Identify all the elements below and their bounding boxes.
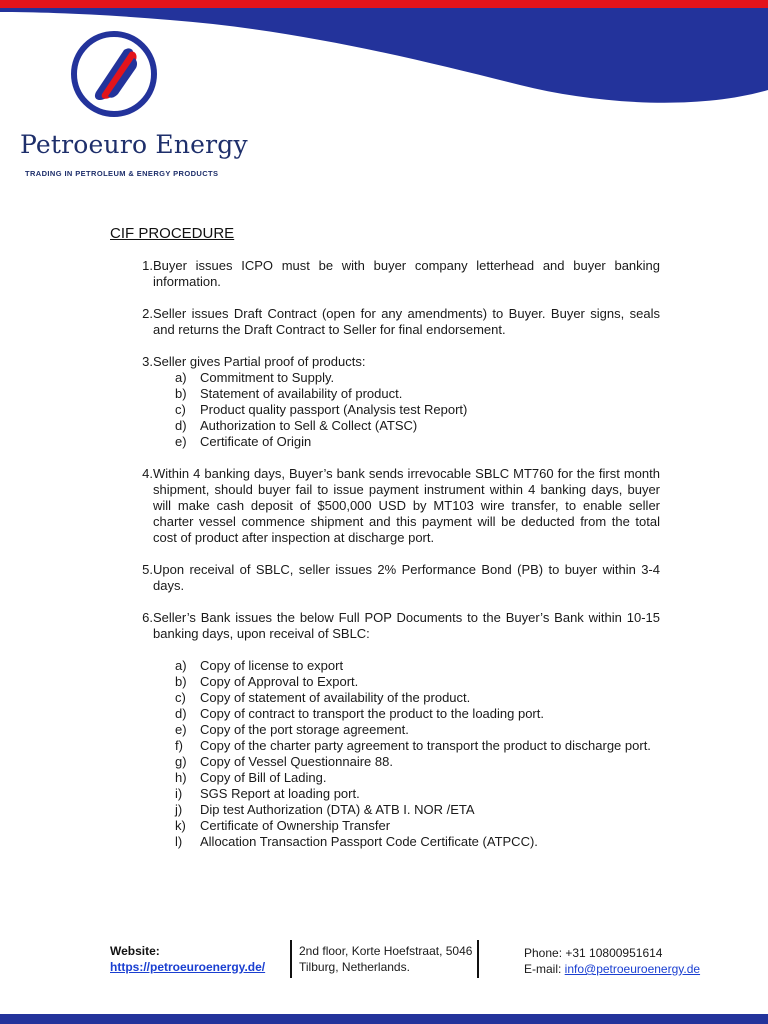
sub-item: i) SGS Report at loading port. xyxy=(175,786,360,801)
email-label: E-mail: xyxy=(524,962,565,976)
item-number: 3. xyxy=(142,354,153,369)
sub-item: l) Allocation Transaction Passport Code Certificate (ATPCC). xyxy=(175,834,538,849)
footer-address xyxy=(299,943,474,975)
brand-name: Petroeuro Energy xyxy=(20,130,248,159)
page-title: CIF PROCEDURE xyxy=(110,225,235,242)
footer-bar-decoration xyxy=(0,1014,768,1024)
sub-item: h) Copy of Bill of Lading. xyxy=(175,770,327,785)
sub-item: d) Copy of contract to transport the product to the loading port. xyxy=(175,706,544,721)
sub-item: k) Certificate of Ownership Transfer xyxy=(175,818,391,833)
item-text: Upon receival of SBLC, seller issues 2% Performance Bond (PB) to buyer within 3-4 days. xyxy=(153,562,660,593)
sub-item: c) Copy of statement of availability of the product. xyxy=(175,690,471,705)
item-text: Seller issues Draft Contract (open for any amendments) to Buyer. Buyer signs, seals and returns the Draft Contract to Seller for final endorsement. xyxy=(153,306,660,337)
footer-divider xyxy=(290,940,292,978)
item-number: 5. xyxy=(142,562,153,577)
item-number: 4. xyxy=(142,466,153,481)
list-item xyxy=(110,610,660,850)
website-label: Website: xyxy=(110,944,160,958)
sub-item: b) Statement of availability of product. xyxy=(175,386,403,401)
list-item xyxy=(110,258,660,290)
list-item xyxy=(110,562,660,594)
procedure-list xyxy=(110,258,660,866)
sub-item: g) Copy of Vessel Questionnaire 88. xyxy=(175,754,393,769)
footer-website xyxy=(110,943,265,975)
sub-item: a) Copy of license to export xyxy=(175,658,344,673)
sub-item: c) Product quality passport (Analysis test Report) xyxy=(175,402,468,417)
petroeuro-logo-icon xyxy=(70,30,158,118)
item-number: 2. xyxy=(142,306,153,321)
email-link[interactable]: info@petroeuroenergy.de xyxy=(564,962,701,976)
footer-contact xyxy=(524,945,700,977)
sub-item: e) Certificate of Origin xyxy=(175,434,312,449)
sub-item: d) Authorization to Sell & Collect (ATSC) xyxy=(175,418,418,433)
footer-divider xyxy=(477,940,479,978)
item-text: Seller gives Partial proof of products: xyxy=(153,354,366,369)
phone-text: Phone: +31 10800951614 xyxy=(524,946,663,960)
page-footer xyxy=(0,940,768,990)
sub-item: a) Commitment to Supply. xyxy=(175,370,335,385)
list-item xyxy=(110,466,660,546)
brand-tagline: TRADING IN PETROLEUM & ENERGY PRODUCTS xyxy=(25,169,219,178)
sub-item: f) Copy of the charter party agreement to transport the product to discharge port. xyxy=(175,738,651,753)
item-text: Buyer issues ICPO must be with buyer company letterhead and buyer banking information. xyxy=(153,258,660,289)
sub-item: j) Dip test Authorization (DTA) & ATB I. NOR /ETA xyxy=(175,802,475,817)
sub-item: e) Copy of the port storage agreement. xyxy=(175,722,409,737)
item-text: Seller’s Bank issues the below Full POP Documents to the Buyer’s Bank within 10-15 banking days, upon receival of SBLC: xyxy=(153,610,660,641)
list-item xyxy=(110,354,660,450)
list-item xyxy=(110,306,660,338)
sub-item: b) Copy of Approval to Export. xyxy=(175,674,359,689)
address-line: 2nd floor, Korte Hoefstraat, 5046 xyxy=(299,944,473,958)
item-number: 1. xyxy=(142,258,153,273)
item-text: Within 4 banking days, Buyer’s bank sends irrevocable SBLC MT760 for the first month shipment, should buyer fail to issue payment instrument within 4 banking days, buyer will make cash deposit of $500,000 USD by MT103 wire transfer, to enable seller charter vessel commence shipment and this payment will be deducted from the total cost of product after inspection at discharge port. xyxy=(153,466,660,545)
address-line: Tilburg, Netherlands. xyxy=(299,960,410,974)
item-number: 6. xyxy=(142,610,153,625)
website-link[interactable]: https://petroeuroenergy.de/ xyxy=(110,960,266,974)
